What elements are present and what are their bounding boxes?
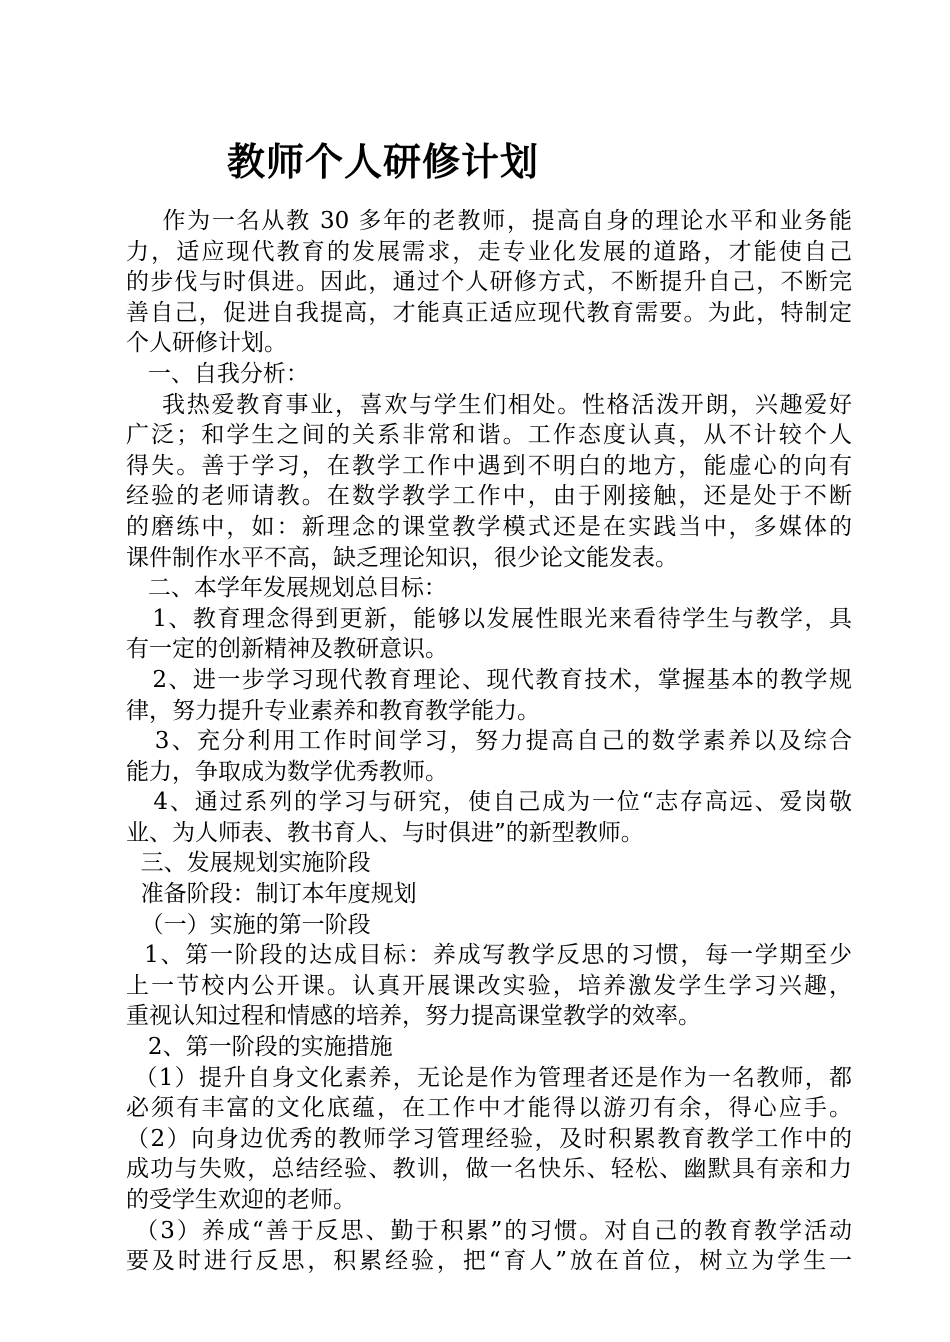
paragraph-line: 业、为人师表、教书育人、与时俱进”的新型教师。: [126, 819, 644, 846]
paragraph-line: （2）向身边优秀的教师学习管理经验，及时积累教育教学工作中的: [126, 1125, 852, 1152]
paragraph-line: 1、教育理念得到更新，能够以发展性眼光来看待学生与教学，具: [126, 605, 852, 632]
paragraph-line: 课件制作水平不高，缺乏理论知识，很少论文能发表。: [126, 544, 678, 571]
paragraph-line: 善自己，促进自我提高，才能真正适应现代教育需要。为此，特制定: [126, 299, 852, 326]
paragraph-line: 力，适应现代教育的发展需求，走专业化发展的道路，才能使自己: [126, 238, 852, 265]
paragraph-line: 准备阶段：制订本年度规划: [126, 881, 417, 908]
paragraph-line: 2、进一步学习现代教育理论、现代教育技术，掌握基本的教学规: [126, 666, 852, 693]
paragraph-line: 的受学生欢迎的老师。: [126, 1187, 356, 1213]
document-title: 教师个人研修计划: [227, 139, 540, 184]
paragraph-line: 4、通过系列的学习与研究，使自己成为一位“志存高远、爱岗敬: [126, 789, 852, 816]
paragraph-line: 广泛；和学生之间的关系非常和谐。工作态度认真，从不计较个人: [126, 422, 852, 449]
paragraph-line: 得失。善于学习，在教学工作中遇到不明白的地方，能虚心的向有: [126, 452, 852, 479]
paragraph-line: 3、充分利用工作时间学习，努力提高自己的数学素养以及综合: [126, 728, 852, 755]
paragraph-line: （一）实施的第一阶段: [126, 911, 371, 938]
paragraph-line: 个人研修计划。: [126, 330, 287, 357]
document-body: [126, 206, 852, 1277]
paragraph-line: 成功与失败，总结经验、教训，做一名快乐、轻松、幽默具有亲和力: [126, 1156, 852, 1183]
paragraph-line: 要及时进行反思，积累经验，把“育人”放在首位，树立为学生一: [126, 1248, 852, 1275]
paragraph-line: 作为一名从教 30 多年的老教师，提高自身的理论水平和业务能: [126, 208, 852, 234]
paragraph-line: （3）养成“善于反思、勤于积累”的习惯。对自己的教育教学活动: [126, 1217, 852, 1244]
paragraph-line: 2、第一阶段的实施措施: [126, 1034, 393, 1061]
paragraph-line: 重视认知过程和情感的培养，努力提高课堂教学的效率。: [126, 1003, 701, 1030]
paragraph-line: 律，努力提升专业素养和教育教学能力。: [126, 697, 540, 724]
paragraph-line: 我热爱教育事业，喜欢与学生们相处。性格活泼开朗，兴趣爱好: [126, 391, 852, 418]
paragraph-line: 能力，争取成为数学优秀教师。: [126, 758, 448, 785]
paragraph-line: 有一定的创新精神及教研意识。: [126, 636, 448, 663]
paragraph-line: 1、第一阶段的达成目标：养成写教学反思的习惯，每一学期至少: [126, 942, 852, 969]
paragraph-line: 一、自我分析：: [126, 360, 309, 387]
paragraph-line: 三、发展规划实施阶段: [126, 850, 371, 877]
paragraph-line: 必须有丰富的文化底蕴，在工作中才能得以游刃有余，得心应手。: [126, 1095, 852, 1122]
paragraph-line: 经验的老师请教。在数学教学工作中，由于刚接触，还是处于不断: [126, 483, 852, 510]
paragraph-line: （1）提升自身文化素养，无论是作为管理者还是作为一名教师，都: [126, 1064, 852, 1091]
paragraph-line: 上一节校内公开课。认真开展课改实验，培养激发学生学习兴趣，: [126, 972, 852, 999]
paragraph-line: 二、本学年发展规划总目标：: [126, 575, 447, 602]
paragraph-line: 的磨练中，如：新理念的课堂教学模式还是在实践当中，多媒体的: [126, 513, 852, 540]
paragraph-line: 的步伐与时俱进。因此，通过个人研修方式，不断提升自己，不断完: [126, 269, 852, 296]
